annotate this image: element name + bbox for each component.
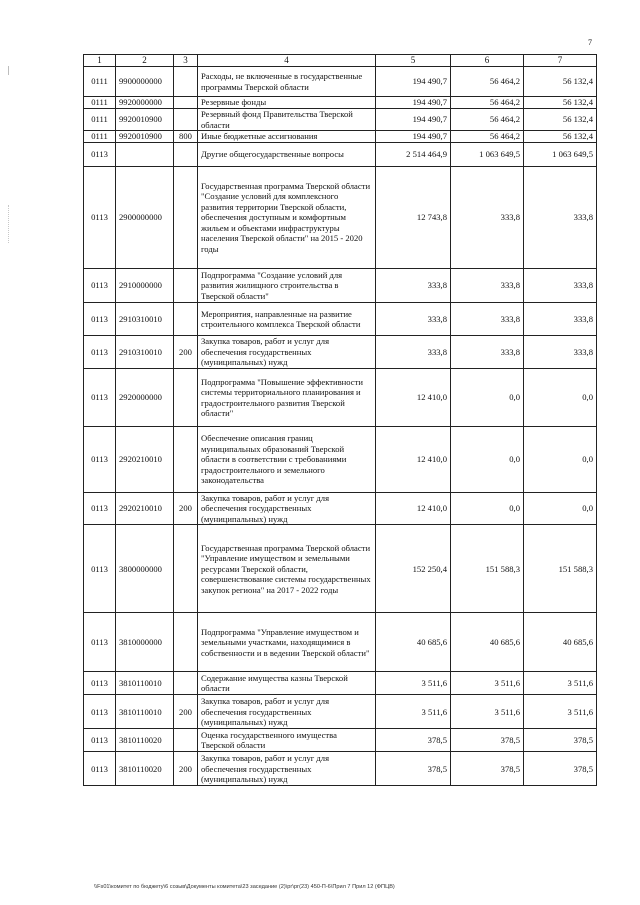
amount-col7-cell: 333,8	[524, 303, 597, 336]
expense-type-cell	[174, 525, 198, 613]
amount-col7-cell: 56 132,4	[524, 109, 597, 131]
margin-mark	[8, 205, 10, 243]
expense-type-cell	[174, 97, 198, 109]
target-code-cell: 2920210010	[116, 493, 174, 525]
amount-col7-cell: 0,0	[524, 369, 597, 427]
section-code-cell: 0113	[84, 525, 116, 613]
target-code-cell: 9920010900	[116, 131, 174, 143]
amount-col7-cell: 56 132,4	[524, 97, 597, 109]
amount-col5-cell: 333,8	[376, 303, 451, 336]
item-name-cell: Закупка товаров, работ и услуг для обеспечения государственных (муниципальных) нужд	[198, 336, 376, 369]
target-code-cell: 9920010900	[116, 109, 174, 131]
item-name-cell: Мероприятия, направленные на развитие строительного комплекса Тверской области	[198, 303, 376, 336]
table-row	[84, 427, 597, 493]
amount-col6-cell: 40 685,6	[451, 613, 524, 672]
item-name-cell: Закупка товаров, работ и услуг для обеспечения государственных (муниципальных) нужд	[198, 695, 376, 729]
amount-col5-cell: 152 250,4	[376, 525, 451, 613]
budget-table	[83, 54, 597, 786]
column-header: 3	[174, 55, 198, 67]
table-row	[84, 167, 597, 269]
expense-type-cell: 200	[174, 752, 198, 786]
amount-col5-cell: 12 743,8	[376, 167, 451, 269]
expense-type-cell	[174, 369, 198, 427]
item-name-cell: Государственная программа Тверской области "Создание условий для комплексного развития территории Тверской области, обеспечения доступным и комфортным жильем и объектами инфраструктуры населения Тверской области" на 2015 - 2020 годы	[198, 167, 376, 269]
amount-col7-cell: 0,0	[524, 493, 597, 525]
amount-col6-cell: 56 464,2	[451, 67, 524, 97]
item-name-cell: Подпрограмма "Повышение эффективности системы территориального планирования и градостроительного развития Тверской области"	[198, 369, 376, 427]
footer-file-path: \\Fs01\комитет по бюджету\6 созыв\Документы комитета\23 заседание (2)\рг\рг(23) 450-П-6\Прил 7 Прил 12 (ФПЦВ)	[94, 884, 395, 890]
section-code-cell: 0111	[84, 131, 116, 143]
table-row	[84, 97, 597, 109]
item-name-cell: Расходы, не включенные в государственные программы Тверской области	[198, 67, 376, 97]
amount-col7-cell: 378,5	[524, 729, 597, 752]
column-header: 6	[451, 55, 524, 67]
section-code-cell: 0113	[84, 167, 116, 269]
section-code-cell: 0111	[84, 109, 116, 131]
amount-col6-cell: 0,0	[451, 493, 524, 525]
table-row	[84, 729, 597, 752]
amount-col6-cell: 333,8	[451, 303, 524, 336]
amount-col5-cell: 3 511,6	[376, 695, 451, 729]
target-code-cell: 2900000000	[116, 167, 174, 269]
item-name-cell: Резервный фонд Правительства Тверской области	[198, 109, 376, 131]
item-name-cell: Обеспечение описания границ муниципальных образований Тверской области в соответствии с требованиями градостроительного и земельного законодательства	[198, 427, 376, 493]
target-code-cell: 3810110020	[116, 729, 174, 752]
target-code-cell: 3810110020	[116, 752, 174, 786]
amount-col6-cell: 151 588,3	[451, 525, 524, 613]
target-code-cell: 3810110010	[116, 695, 174, 729]
column-header: 4	[198, 55, 376, 67]
amount-col6-cell: 333,8	[451, 167, 524, 269]
section-code-cell: 0113	[84, 613, 116, 672]
amount-col6-cell: 3 511,6	[451, 672, 524, 695]
amount-col6-cell: 56 464,2	[451, 131, 524, 143]
item-name-cell: Иные бюджетные ассигнования	[198, 131, 376, 143]
expense-type-cell: 200	[174, 695, 198, 729]
amount-col5-cell: 12 410,0	[376, 427, 451, 493]
expense-type-cell	[174, 613, 198, 672]
amount-col6-cell: 0,0	[451, 369, 524, 427]
amount-col6-cell: 0,0	[451, 427, 524, 493]
margin-mark	[8, 66, 9, 75]
amount-col7-cell: 3 511,6	[524, 695, 597, 729]
table-row	[84, 695, 597, 729]
table-row	[84, 672, 597, 695]
table-row	[84, 336, 597, 369]
amount-col7-cell: 378,5	[524, 752, 597, 786]
target-code-cell: 3810110010	[116, 672, 174, 695]
section-code-cell: 0113	[84, 493, 116, 525]
section-code-cell: 0113	[84, 143, 116, 167]
section-code-cell: 0111	[84, 97, 116, 109]
target-code-cell: 9900000000	[116, 67, 174, 97]
amount-col5-cell: 378,5	[376, 752, 451, 786]
item-name-cell: Резервные фонды	[198, 97, 376, 109]
amount-col7-cell: 56 132,4	[524, 67, 597, 97]
item-name-cell: Содержание имущества казны Тверской области	[198, 672, 376, 695]
section-code-cell: 0113	[84, 729, 116, 752]
expense-type-cell: 800	[174, 131, 198, 143]
section-code-cell: 0113	[84, 336, 116, 369]
amount-col6-cell: 3 511,6	[451, 695, 524, 729]
table-row	[84, 131, 597, 143]
table-row	[84, 269, 597, 303]
target-code-cell: 2920000000	[116, 369, 174, 427]
page-number: 7	[588, 38, 592, 47]
amount-col5-cell: 194 490,7	[376, 109, 451, 131]
table-row	[84, 67, 597, 97]
section-code-cell: 0113	[84, 427, 116, 493]
expense-type-cell	[174, 109, 198, 131]
item-name-cell: Подпрограмма "Управление имуществом и земельными участками, находящимися в собственности и в ведении Тверской области"	[198, 613, 376, 672]
table-row	[84, 525, 597, 613]
amount-col7-cell: 333,8	[524, 167, 597, 269]
table-row	[84, 752, 597, 786]
amount-col7-cell: 333,8	[524, 269, 597, 303]
section-code-cell: 0113	[84, 269, 116, 303]
amount-col7-cell: 3 511,6	[524, 672, 597, 695]
amount-col7-cell: 1 063 649,5	[524, 143, 597, 167]
amount-col5-cell: 40 685,6	[376, 613, 451, 672]
table-row	[84, 369, 597, 427]
item-name-cell: Государственная программа Тверской области "Управление имуществом и земельными ресурсами Тверской области, совершенствование системы государственных закупок региона" на 2017 - 2022 годы	[198, 525, 376, 613]
amount-col6-cell: 378,5	[451, 729, 524, 752]
amount-col7-cell: 40 685,6	[524, 613, 597, 672]
section-code-cell: 0113	[84, 752, 116, 786]
amount-col7-cell: 56 132,4	[524, 131, 597, 143]
amount-col5-cell: 3 511,6	[376, 672, 451, 695]
item-name-cell: Оценка государственного имущества Тверской области	[198, 729, 376, 752]
item-name-cell: Закупка товаров, работ и услуг для обеспечения государственных (муниципальных) нужд	[198, 752, 376, 786]
section-code-cell: 0111	[84, 67, 116, 97]
amount-col5-cell: 378,5	[376, 729, 451, 752]
column-header: 2	[116, 55, 174, 67]
section-code-cell: 0113	[84, 672, 116, 695]
target-code-cell: 2920210010	[116, 427, 174, 493]
item-name-cell: Закупка товаров, работ и услуг для обеспечения государственных (муниципальных) нужд	[198, 493, 376, 525]
expense-type-cell	[174, 427, 198, 493]
amount-col6-cell: 333,8	[451, 336, 524, 369]
target-code-cell	[116, 143, 174, 167]
table-header-row	[84, 55, 597, 67]
expense-type-cell	[174, 672, 198, 695]
expense-type-cell: 200	[174, 336, 198, 369]
target-code-cell: 3810000000	[116, 613, 174, 672]
expense-type-cell	[174, 303, 198, 336]
target-code-cell: 2910310010	[116, 303, 174, 336]
section-code-cell: 0113	[84, 303, 116, 336]
amount-col5-cell: 12 410,0	[376, 369, 451, 427]
amount-col5-cell: 333,8	[376, 336, 451, 369]
amount-col6-cell: 333,8	[451, 269, 524, 303]
column-header: 7	[524, 55, 597, 67]
table-row	[84, 143, 597, 167]
amount-col5-cell: 12 410,0	[376, 493, 451, 525]
column-header: 1	[84, 55, 116, 67]
table-row	[84, 303, 597, 336]
amount-col5-cell: 194 490,7	[376, 131, 451, 143]
column-header: 5	[376, 55, 451, 67]
table-row	[84, 613, 597, 672]
expense-type-cell	[174, 67, 198, 97]
target-code-cell: 9920000000	[116, 97, 174, 109]
expense-type-cell	[174, 729, 198, 752]
expense-type-cell	[174, 167, 198, 269]
amount-col7-cell: 333,8	[524, 336, 597, 369]
amount-col5-cell: 333,8	[376, 269, 451, 303]
amount-col6-cell: 56 464,2	[451, 97, 524, 109]
expense-type-cell: 200	[174, 493, 198, 525]
expense-type-cell	[174, 143, 198, 167]
item-name-cell: Подпрограмма "Создание условий для развития жилищного строительства в Тверской области"	[198, 269, 376, 303]
expense-type-cell	[174, 269, 198, 303]
item-name-cell: Другие общегосударственные вопросы	[198, 143, 376, 167]
amount-col7-cell: 0,0	[524, 427, 597, 493]
amount-col5-cell: 2 514 464,9	[376, 143, 451, 167]
amount-col6-cell: 1 063 649,5	[451, 143, 524, 167]
amount-col6-cell: 56 464,2	[451, 109, 524, 131]
amount-col6-cell: 378,5	[451, 752, 524, 786]
target-code-cell: 2910000000	[116, 269, 174, 303]
target-code-cell: 3800000000	[116, 525, 174, 613]
section-code-cell: 0113	[84, 369, 116, 427]
table-row	[84, 109, 597, 131]
amount-col5-cell: 194 490,7	[376, 67, 451, 97]
amount-col7-cell: 151 588,3	[524, 525, 597, 613]
amount-col5-cell: 194 490,7	[376, 97, 451, 109]
section-code-cell: 0113	[84, 695, 116, 729]
table-row	[84, 493, 597, 525]
target-code-cell: 2910310010	[116, 336, 174, 369]
